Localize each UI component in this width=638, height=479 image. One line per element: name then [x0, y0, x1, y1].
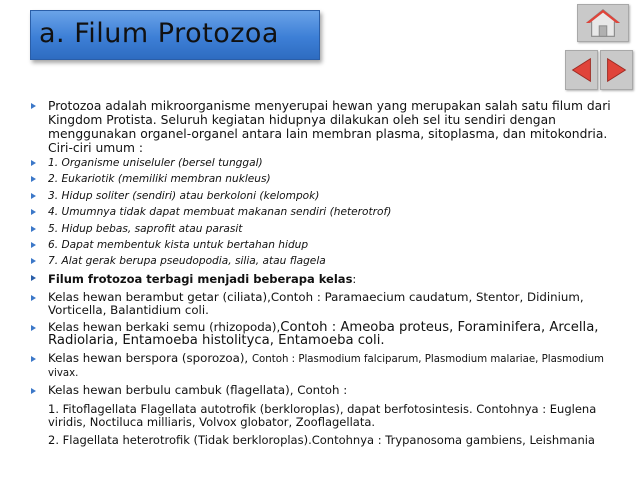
- ciri-text: 7. Alat gerak berupa pseudopodia, silia, atau flagela: [48, 255, 326, 268]
- class-text: Kelas hewan berkaki semu (rhizopoda),: [48, 320, 281, 335]
- ciri-text: 2. Eukariotik (memiliki membran nukleus): [48, 173, 271, 186]
- intro-text: Protozoa adalah mikroorganisme menyerupai hewan yang merupakan salah satu filum dari Kingdom Protista. Seluruh kegiatan hidupnya dilakukan oleh sel itu sendiri dengan menggunakan organel-organel antara lain membran plasma, sitoplasma, dan mitokondria. Ciri-ciri umum :: [48, 99, 611, 155]
- list-item: [28, 204, 628, 220]
- bullet-icon: [31, 242, 36, 248]
- bullet-icon: [31, 325, 36, 331]
- page-title: a. Filum Protozoa: [39, 18, 279, 49]
- bullet-icon: [31, 388, 36, 394]
- ciri-text: 1. Organisme uniseluler (bersel tunggal): [48, 157, 263, 169]
- ciri-text: 6. Dapat membentuk kista untuk bertahan hidup: [48, 239, 309, 252]
- classes-heading-text: Filum frotozoa terbagi menjadi beberapa kelas: [48, 271, 353, 286]
- list-item: [28, 155, 628, 171]
- intro-item: [28, 99, 628, 155]
- arrow-left-icon: [566, 51, 597, 89]
- bullet-icon: [31, 103, 36, 109]
- ciri-text: 5. Hidup bebas, saprofit atau parasit: [48, 222, 243, 235]
- list-item: [28, 237, 628, 253]
- class-item-rhizopoda: [28, 321, 628, 347]
- ciri-text: 4. Umumnya tidak dapat membuat makanan sendiri (heterotrof): [48, 206, 392, 219]
- class-item-flagellata: [28, 384, 628, 397]
- bullet-icon: [31, 209, 36, 215]
- ciri-text: 3. Hidup soliter (sendiri) atau berkoloni (kelompok): [48, 189, 320, 202]
- home-icon: [578, 5, 628, 41]
- class-example-text: Contoh : Ameoba proteus, Foraminifera, Arcella, Radiolaria, Entamoeba histolityca, Entamoeba coli.: [48, 320, 599, 349]
- bullet-icon: [31, 275, 36, 281]
- class-text: Kelas hewan berbulu cambuk (flagellata), Contoh :: [48, 383, 348, 398]
- list-item: [28, 188, 628, 204]
- prev-slide-button[interactable]: [565, 50, 598, 90]
- bullet-icon: [31, 193, 36, 199]
- class-text: Kelas hewan berambut getar (ciliata),Contoh : Paramaecium caudatum, Stentor, Didinium, Vorticella, Balantidium coli.: [48, 289, 584, 318]
- bullet-icon: [31, 258, 36, 264]
- class-text: Kelas hewan berspora (sporozoa),: [48, 350, 252, 365]
- list-item: [28, 253, 628, 269]
- arrow-right-icon: [601, 51, 632, 89]
- list-item: [28, 221, 628, 237]
- class-item-ciliata: [28, 291, 628, 317]
- home-button[interactable]: [577, 4, 629, 42]
- bullet-icon: [31, 176, 36, 182]
- title-box: [30, 10, 320, 60]
- flagellata-item: 2. Flagellata heterotrofik (Tidak berkloroplas).Contohnya : Trypanosoma gambiens, Leishmania: [48, 433, 595, 448]
- bullet-icon: [31, 160, 36, 166]
- next-slide-button[interactable]: [600, 50, 633, 90]
- class-example-text: Contoh : Plasmodium falciparum, Plasmodium malariae, Plasmodium vivax.: [48, 353, 604, 379]
- bullet-icon: [31, 295, 36, 301]
- flagellata-item: 1. Fitoflagellata Flagellata autotrofik (berkloroplas), dapat berfotosintesis. Contohnya : Euglena viridis, Noctiluca milliaris, Volvox globator, Zooflagellata.: [48, 402, 597, 430]
- bullet-icon: [31, 226, 36, 232]
- slide-content: [28, 99, 628, 447]
- classes-heading-colon: :: [352, 271, 357, 286]
- list-item: [28, 171, 628, 187]
- class-item-sporozoa: [28, 352, 628, 380]
- bullet-icon: [31, 356, 36, 362]
- classes-heading: [28, 271, 628, 287]
